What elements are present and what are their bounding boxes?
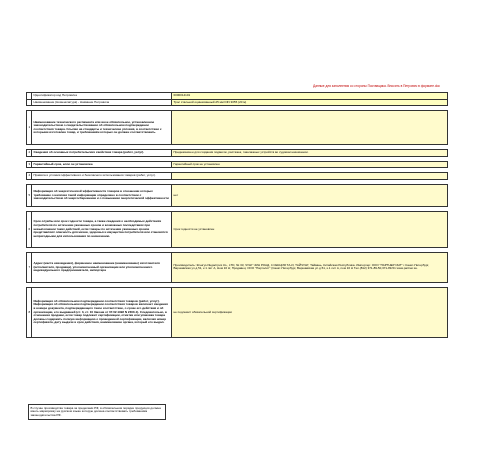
row-value[interactable]: Трос стальной оцинкованный d5 мм DIN 3055 (20 м) bbox=[172, 99, 448, 106]
row-number: 8 bbox=[27, 287, 32, 337]
row-label: Информация об энергетической эффективности товаров в отношении которых требование о наличии такой информации определено в соответствии с законодательством об энергосбережении и о повышении энергетической эффективности bbox=[32, 184, 172, 206]
row-value[interactable]: Предназначен для создания подвесок, растяжек, такелажных устройств во судовом назначении. bbox=[172, 150, 448, 157]
table-row bbox=[27, 211, 448, 247]
row-label: Гарантийный срок, если он установлен. bbox=[32, 161, 172, 168]
row-label: Правила и условия эффективного и безопасного использования товаров (работ, услуг). bbox=[32, 173, 172, 180]
row-value[interactable]: 0000014101 bbox=[172, 93, 448, 100]
row-number: 2 bbox=[27, 150, 32, 157]
row-value[interactable]: нет bbox=[172, 184, 448, 206]
row-label: Идентификатор код Петровича bbox=[32, 93, 172, 100]
table-row bbox=[27, 111, 448, 145]
row-value[interactable]: не подлежит обязательной сертификации bbox=[172, 287, 448, 337]
table-row bbox=[27, 93, 448, 100]
row-value[interactable] bbox=[172, 173, 448, 180]
table-row bbox=[27, 184, 448, 206]
table-row bbox=[27, 173, 448, 180]
row-label: Наименование (Номенклатура) - Название Петровича bbox=[32, 99, 172, 106]
row-label: Адрес (места нахождения), фирменное наименование (наименование) изготовителя (исполнителя, продавца), уполномоченный организации или уполномоченного индивидуального предпринимателя, импортера bbox=[32, 252, 172, 282]
row-value[interactable]: Гарантийный срок не установлен bbox=[172, 161, 448, 168]
table-row bbox=[27, 99, 448, 106]
product-info-table bbox=[26, 92, 448, 338]
row-number: 1 bbox=[27, 111, 32, 145]
row-label: Срок службы или срок годности товара, а также сведения о необходимых действиях потребителя по истечении указанных сроков и возможных последствиях при невыполнении таких действий, если товары по истечении указанных сроков представляют опасность для жизни, здоровья и имущества потребителя или становятся непригодными для использования по назначению. bbox=[32, 211, 172, 247]
import-labeling-footnote: В случае производства товара за пределами РФ, в обязательном порядке продукция должна иметь маркировку на русском языке которую должна соответствовать требованиям законодательства РФ. bbox=[28, 404, 166, 420]
row-number: 4 bbox=[27, 173, 32, 180]
row-value[interactable]: Производитель: Жэнгуэ Индастриз Ко., LTD, № 33, ЧУНГ ЧИН РОАД, 4 СЕКЦИЯ ТА-И, ТАЙЧУНГ, Тайвань, Китайская Республика. Импортер: ООО "ПАРТНЕР ИНТ" г.Санкт-Петербург, Варшавская ул.д.51, к.1 лит А, Ном 16 Н; Продавец: ООО "Партолит" (Санкт-Петербург, Варшавская ул.д.51, к.1 лит А, пом 16 Н Тел.(812) 371-89-50,371-89-51 www.partner.su. bbox=[172, 252, 448, 282]
supplier-note: Данные для заполнения со стороны Поставщика. Вносить в Петрович в формате.doc bbox=[313, 84, 440, 88]
table-row bbox=[27, 252, 448, 282]
row-number: 5 bbox=[27, 184, 32, 206]
row-label: Сведения об основных потребительских свойствах товара (работ, услуг). bbox=[32, 150, 172, 157]
row-value[interactable] bbox=[172, 111, 448, 145]
table-row bbox=[27, 150, 448, 157]
row-label: Информация об обязательном подтверждении соответствия товаров (работ, услуг). Информация об обязательном подтверждении соответствия товаров включает сведения в номере документа, подтверждающего такое соответствие, о сроке его действия и об организации, его выдавшей (ст. 3, ст. 10 Закона от 07.02.1992 N 2300-1). Следовательно, в отношении продажи, если товар подлежит сертификации, отметки или упаковка товара должны содержать полную информацию о проведенной сертификации, включая номер сертификата, дату выдачи и срок действия, наименование органа, который его выдал. bbox=[32, 287, 172, 337]
row-number: 6 bbox=[27, 211, 32, 247]
row-number: 3 bbox=[27, 161, 32, 168]
row-number: 7 bbox=[27, 252, 32, 282]
table-row bbox=[27, 287, 448, 337]
row-label: Наименование технического регламента или иное обязательное, установленное законодательством о свидетельствовании об обязательном подтверждении соответствия товара. Ссылки на стандарты и технические условия, в соответствии с которыми изготовлен товар, и требованиям которых он должен соответствовать. bbox=[32, 111, 172, 145]
row-value[interactable]: Срок годности не установлен bbox=[172, 211, 448, 247]
table-row bbox=[27, 161, 448, 168]
